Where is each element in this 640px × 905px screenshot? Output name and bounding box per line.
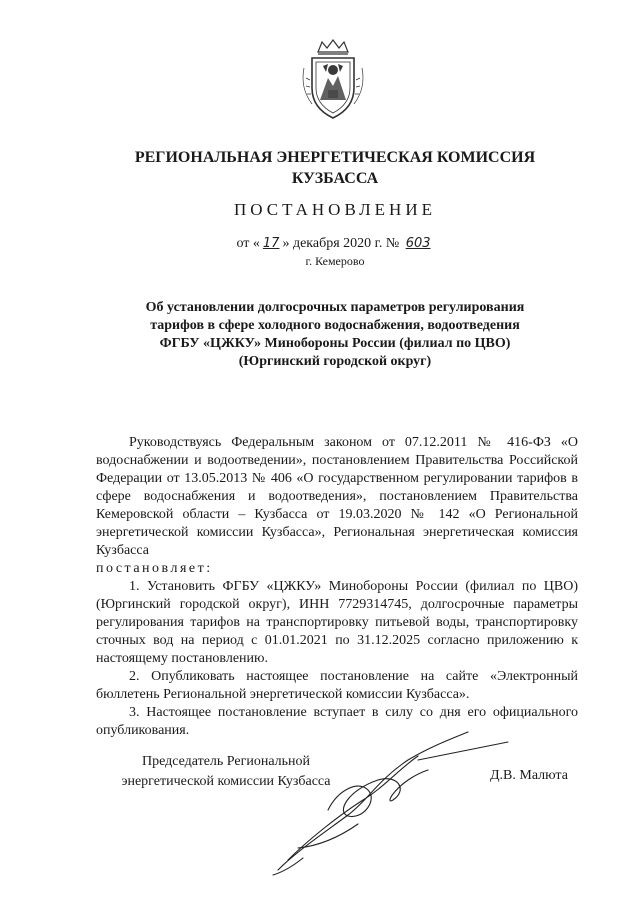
decides-word: постановляет: xyxy=(96,561,213,576)
title-line3: ФГБУ «ЦЖКУ» Минобороны России (филиал по ЦВО) xyxy=(159,336,511,351)
preamble-paragraph: Руководствуясь Федеральным законом от 07.12.2011 № 416-ФЗ «О водоснабжении и водоотведении», постановлением Правительства Российской Федерации от 13.05.2013 № 406 «О государственном регулировании тарифов в сфере водоснабжения и водоотведения», постановлением Правительства Кемеровской области – Кузбасса от 19.03.2020 № 142 «О Региональной энергетической комиссии Кузбасса», Региональная энергетическая комиссия Кузбасса xyxy=(96,435,578,558)
handwritten-signature xyxy=(268,720,518,880)
document-number-handwritten: 603 xyxy=(405,236,431,251)
document-date-line xyxy=(100,236,570,252)
signatory-name: Д.В. Малюта xyxy=(490,768,568,783)
signatory-position-line2: энергетической комиссии Кузбасса xyxy=(121,774,331,789)
item-1-paragraph: 1. Установить ФГБУ «ЦЖКУ» Минобороны России (филиал по ЦВО) (Юргинский городской округ), ИНН 7729314745, долгосрочные параметры регулирования тарифов на транспортировку питьевой воды, транспортировку сточных вод на период с 01.01.2021 по 31.12.2025 согласно приложению к настоящему постановлению. xyxy=(96,579,578,666)
date-prefix: от « xyxy=(236,236,260,251)
title-line1: Об установлении долгосрочных параметров регулирования xyxy=(145,300,525,315)
item-2-paragraph: 2. Опубликовать настоящее постановление на сайте «Электронный бюллетень Региональной энергетической комиссии Кузбасса». xyxy=(96,669,578,702)
document-body xyxy=(96,434,578,740)
date-suffix: » декабря 2020 г. № xyxy=(282,236,400,251)
title-line4: (Юргинский городской округ) xyxy=(238,354,432,369)
title-line2: тарифов в сфере холодного водоснабжения, водоотведения xyxy=(150,318,520,333)
organization-name-line1: РЕГИОНАЛЬНАЯ ЭНЕРГЕТИЧЕСКАЯ КОМИССИЯ xyxy=(134,149,536,166)
signatory-position-line1: Председатель Региональной xyxy=(141,754,311,769)
kuzbass-coat-of-arms-icon xyxy=(298,38,368,122)
organization-name-line2: КУЗБАССА xyxy=(291,170,379,187)
document-city: г. Кемерово xyxy=(305,254,365,268)
organization-name xyxy=(100,147,570,189)
date-day-handwritten: 17 xyxy=(262,236,280,251)
document-type: ПОСТАНОВЛЕНИЕ xyxy=(233,200,436,219)
document-title xyxy=(112,299,558,371)
item-3-paragraph: 3. Настоящее постановление вступает в силу со дня его официального опубликования. xyxy=(96,705,578,738)
